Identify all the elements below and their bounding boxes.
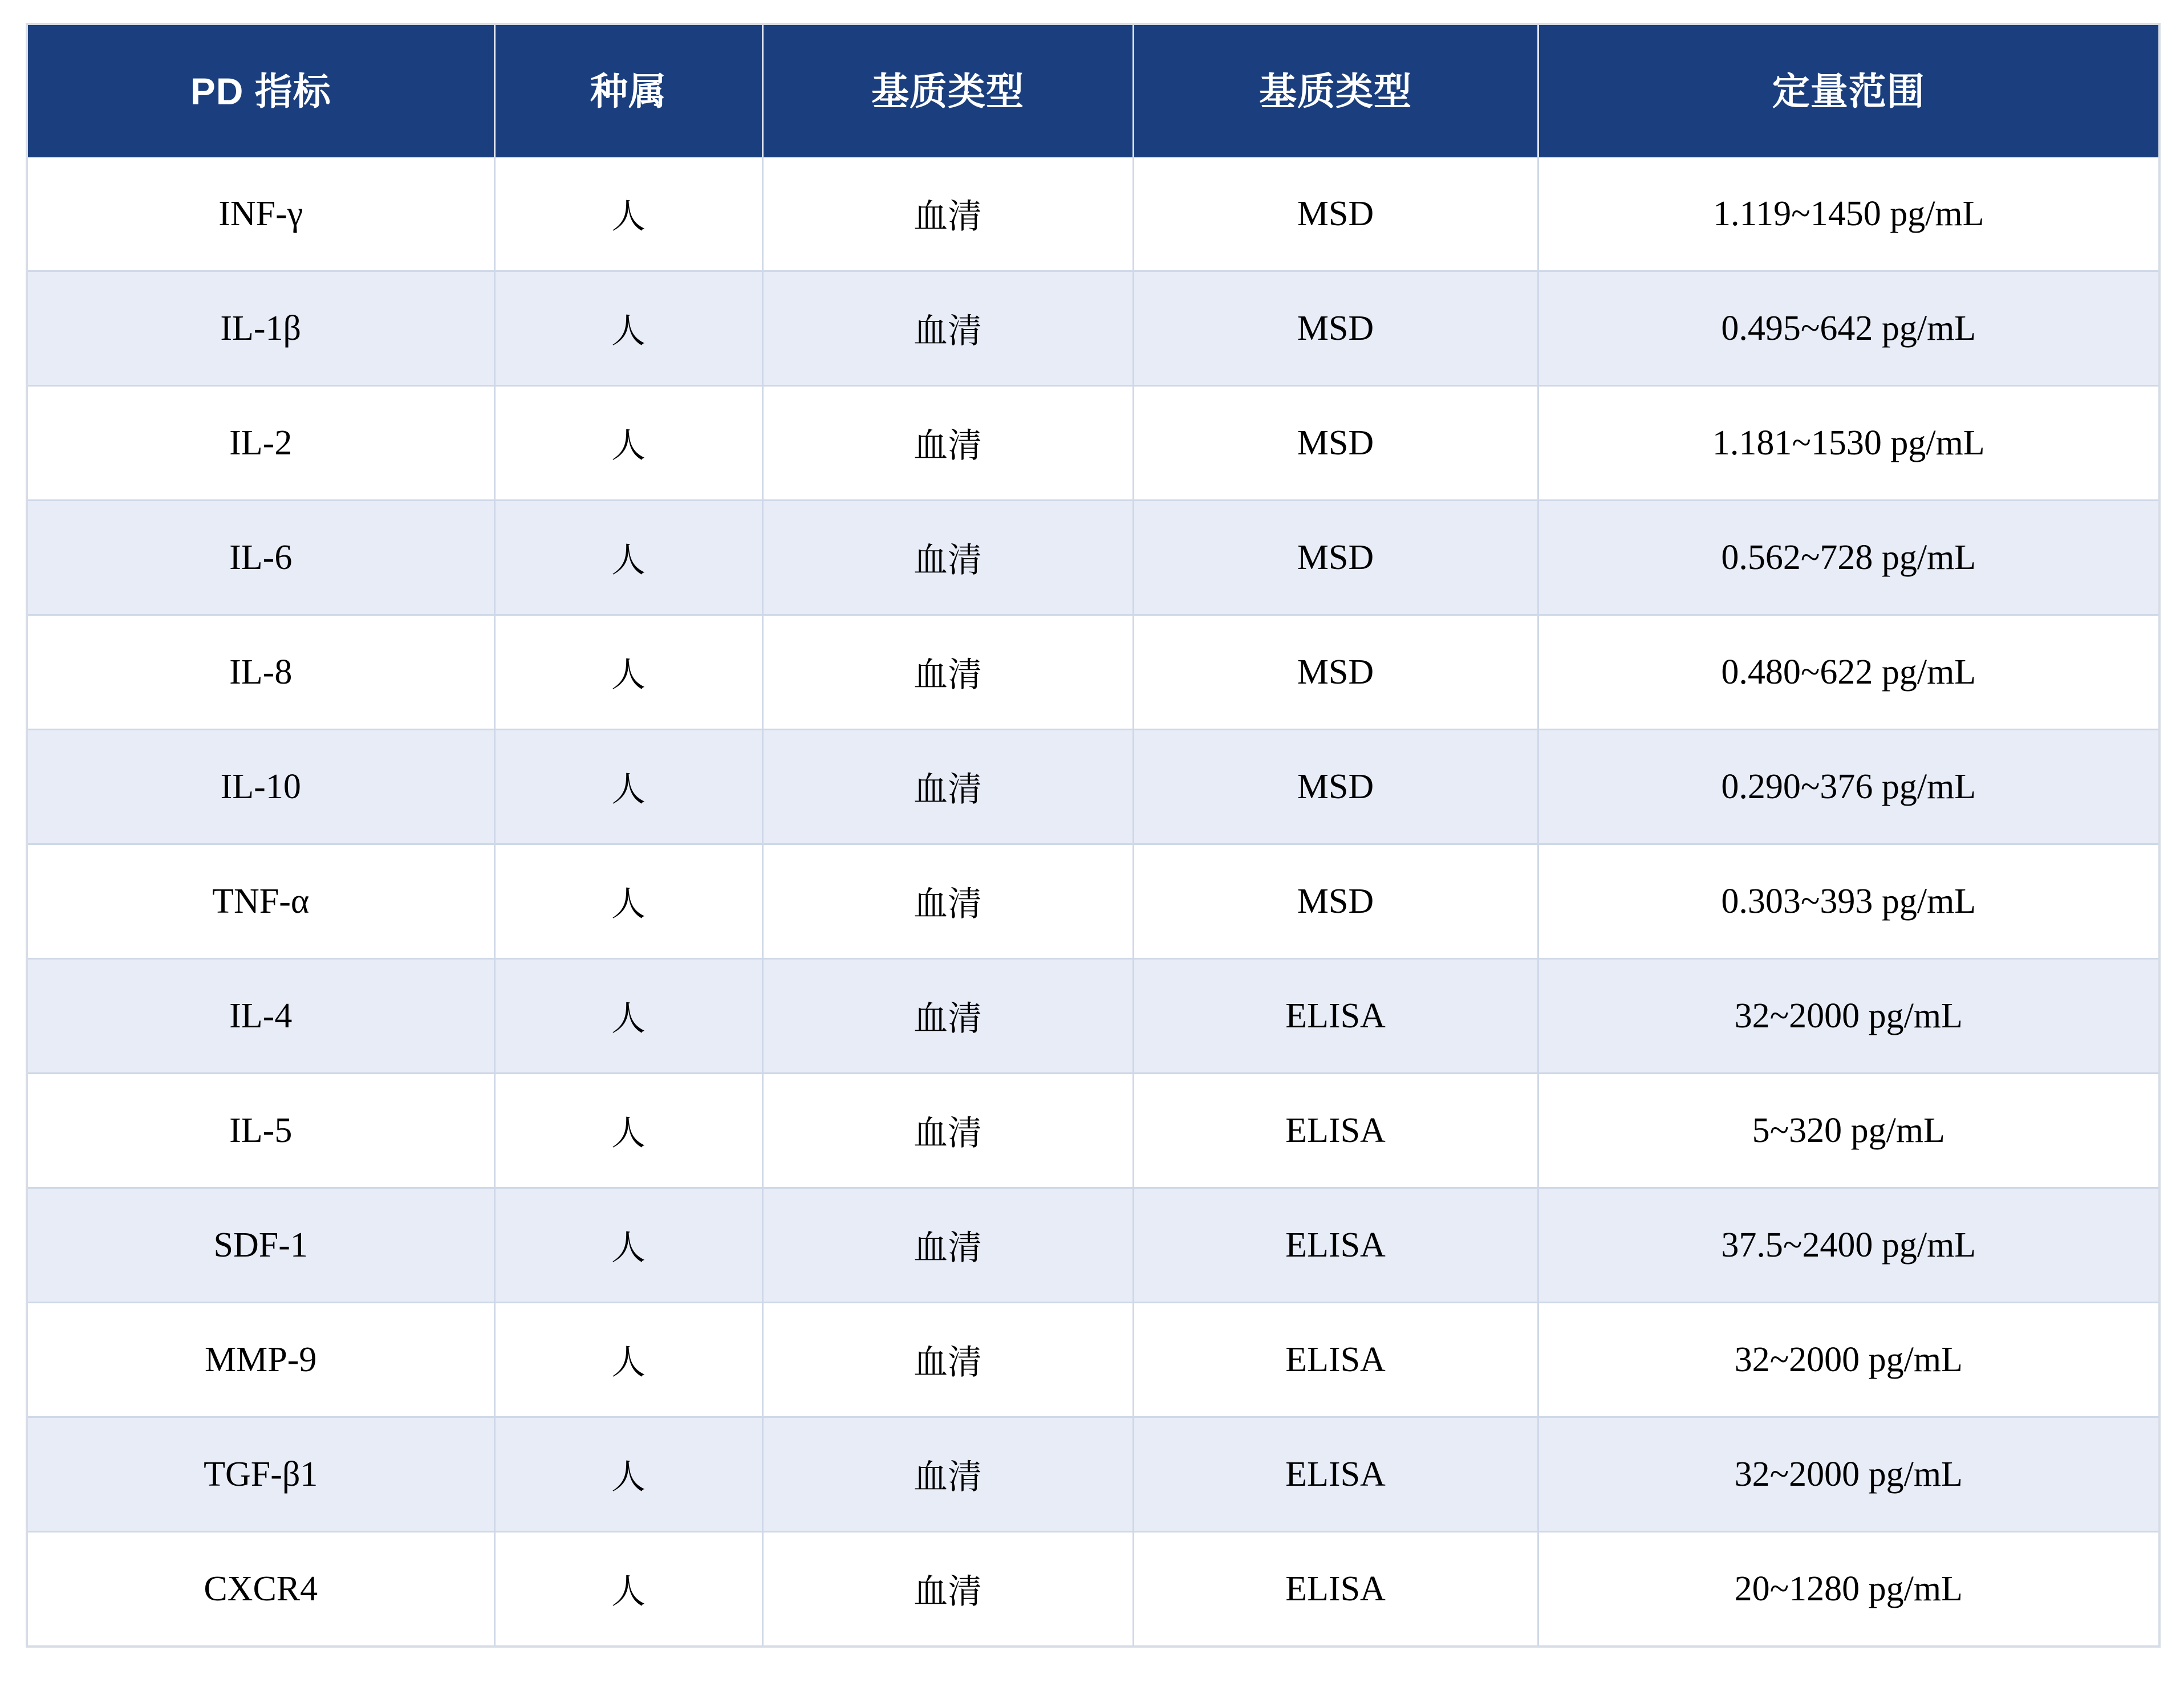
cell-indicator: IL-2 [27, 386, 494, 501]
cell-species: 人 [494, 730, 762, 844]
cell-species: 人 [494, 959, 762, 1074]
table-row [27, 501, 2159, 615]
cell-indicator: SDF-1 [27, 1188, 494, 1303]
cell-species: 人 [494, 844, 762, 959]
cell-method: MSD [1133, 844, 1538, 959]
footer-spacer [26, 1648, 2158, 1679]
cell-indicator: INF-γ [27, 157, 494, 271]
cell-range: 0.495~642 pg/mL [1538, 271, 2159, 386]
table-row [27, 959, 2159, 1074]
cell-method: MSD [1133, 730, 1538, 844]
column-header-range: 定量范围 [1538, 24, 2159, 157]
cell-method: ELISA [1133, 1188, 1538, 1303]
cell-range: 37.5~2400 pg/mL [1538, 1188, 2159, 1303]
cell-method: ELISA [1133, 1303, 1538, 1417]
cell-species: 人 [494, 1303, 762, 1417]
cell-range: 0.290~376 pg/mL [1538, 730, 2159, 844]
cell-range: 0.562~728 pg/mL [1538, 501, 2159, 615]
cell-indicator: TGF-β1 [27, 1417, 494, 1532]
cell-species: 人 [494, 386, 762, 501]
cell-matrix: 血清 [762, 1417, 1133, 1532]
cell-method: MSD [1133, 271, 1538, 386]
cell-matrix: 血清 [762, 157, 1133, 271]
cell-indicator: IL-6 [27, 501, 494, 615]
cell-method: MSD [1133, 386, 1538, 501]
table-row [27, 844, 2159, 959]
cell-indicator: MMP-9 [27, 1303, 494, 1417]
cell-range: 32~2000 pg/mL [1538, 959, 2159, 1074]
cell-matrix: 血清 [762, 730, 1133, 844]
cell-method: MSD [1133, 157, 1538, 271]
cell-matrix: 血清 [762, 1532, 1133, 1647]
table-header [27, 24, 2159, 157]
column-header-method: 基质类型 [1133, 24, 1538, 157]
cell-species: 人 [494, 1417, 762, 1532]
cell-species: 人 [494, 501, 762, 615]
cell-range: 1.119~1450 pg/mL [1538, 157, 2159, 271]
table-header-row [27, 24, 2159, 157]
column-header-matrix: 基质类型 [762, 24, 1133, 157]
cell-indicator: IL-8 [27, 615, 494, 730]
cell-range: 32~2000 pg/mL [1538, 1417, 2159, 1532]
cell-method: ELISA [1133, 1417, 1538, 1532]
cell-range: 1.181~1530 pg/mL [1538, 386, 2159, 501]
table-row [27, 730, 2159, 844]
table-row [27, 157, 2159, 271]
cell-method: ELISA [1133, 1532, 1538, 1647]
column-header-indicator: PD 指标 [27, 24, 494, 157]
pd-indicator-table [26, 23, 2161, 1648]
cell-matrix: 血清 [762, 271, 1133, 386]
cell-indicator: TNF-α [27, 844, 494, 959]
cell-method: MSD [1133, 501, 1538, 615]
cell-matrix: 血清 [762, 501, 1133, 615]
cell-indicator: CXCR4 [27, 1532, 494, 1647]
table-body [27, 157, 2159, 1647]
cell-range: 0.480~622 pg/mL [1538, 615, 2159, 730]
table-row [27, 1303, 2159, 1417]
cell-indicator: IL-4 [27, 959, 494, 1074]
cell-species: 人 [494, 1074, 762, 1188]
cell-species: 人 [494, 1532, 762, 1647]
table-row [27, 1417, 2159, 1532]
table-row [27, 615, 2159, 730]
cell-matrix: 血清 [762, 1303, 1133, 1417]
cell-matrix: 血清 [762, 844, 1133, 959]
cell-range: 32~2000 pg/mL [1538, 1303, 2159, 1417]
cell-species: 人 [494, 271, 762, 386]
cell-matrix: 血清 [762, 1074, 1133, 1188]
cell-method: MSD [1133, 615, 1538, 730]
table-row [27, 386, 2159, 501]
cell-range: 0.303~393 pg/mL [1538, 844, 2159, 959]
cell-method: ELISA [1133, 1074, 1538, 1188]
cell-indicator: IL-1β [27, 271, 494, 386]
cell-matrix: 血清 [762, 615, 1133, 730]
cell-indicator: IL-5 [27, 1074, 494, 1188]
table-row [27, 1532, 2159, 1647]
cell-species: 人 [494, 615, 762, 730]
cell-matrix: 血清 [762, 1188, 1133, 1303]
cell-species: 人 [494, 1188, 762, 1303]
table-row [27, 1074, 2159, 1188]
column-header-species: 种属 [494, 24, 762, 157]
cell-range: 5~320 pg/mL [1538, 1074, 2159, 1188]
table-row [27, 1188, 2159, 1303]
cell-matrix: 血清 [762, 959, 1133, 1074]
cell-method: ELISA [1133, 959, 1538, 1074]
cell-indicator: IL-10 [27, 730, 494, 844]
cell-species: 人 [494, 157, 762, 271]
table-row [27, 271, 2159, 386]
cell-range: 20~1280 pg/mL [1538, 1532, 2159, 1647]
cell-matrix: 血清 [762, 386, 1133, 501]
